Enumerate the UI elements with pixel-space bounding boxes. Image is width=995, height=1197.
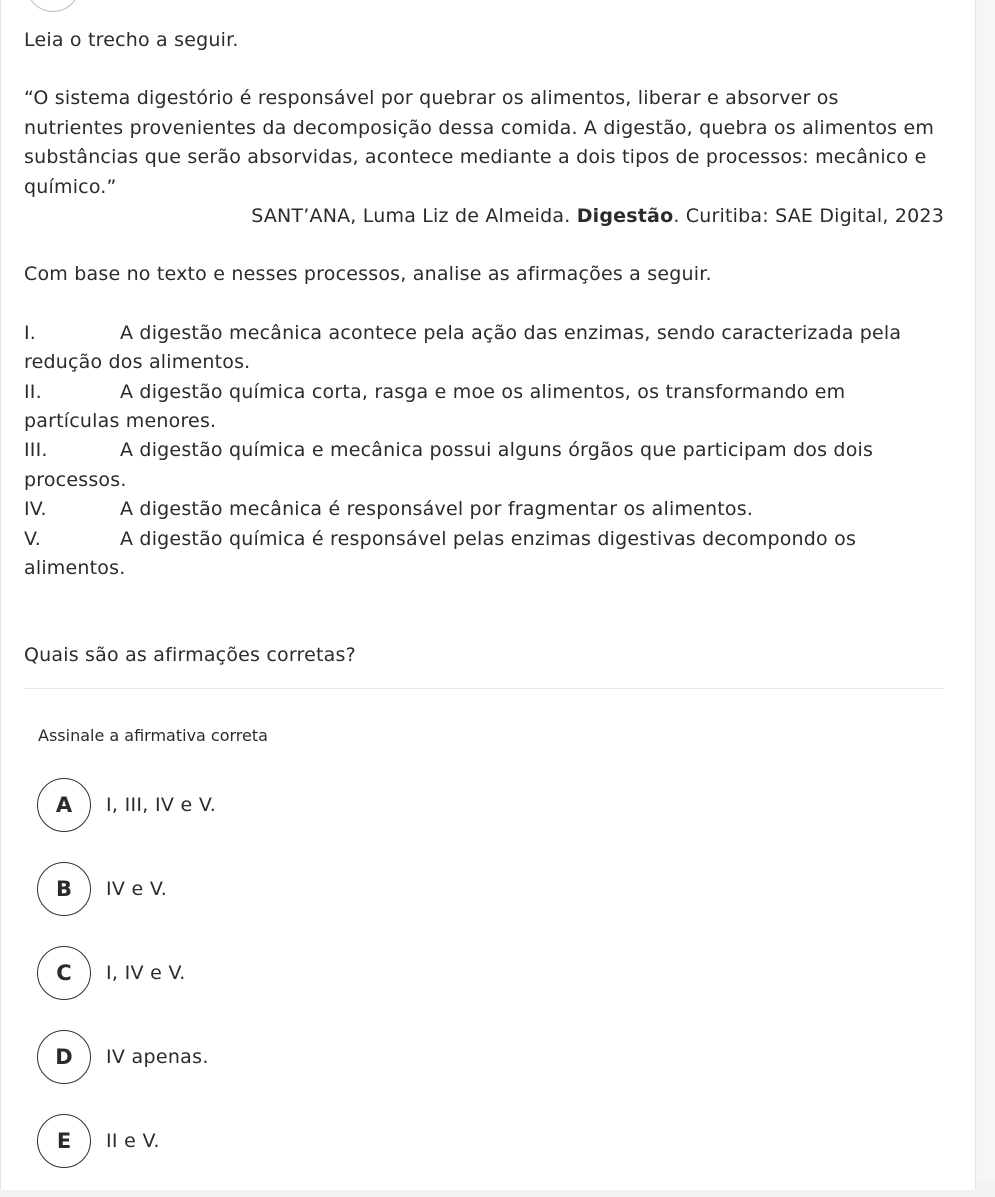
statement-item xyxy=(24,495,944,524)
option-text[interactable]: IV e V. xyxy=(106,878,168,900)
statement-item xyxy=(24,436,944,495)
option-letter-badge[interactable]: A xyxy=(37,778,91,832)
statement-number: IV. xyxy=(24,498,47,521)
option-c[interactable] xyxy=(37,945,216,1001)
divider xyxy=(24,688,944,689)
statement-text: A digestão mecânica acontece pela ação das enzimas, sendo caracterizada pela redução dos alimentos. xyxy=(24,321,902,374)
option-letter-badge[interactable]: E xyxy=(37,1114,91,1168)
top-navigation-circle[interactable] xyxy=(26,0,80,12)
statement-number: III. xyxy=(24,439,48,462)
option-text[interactable]: IV apenas. xyxy=(106,1046,209,1068)
source-author: SANT’ANA, Luma Liz de Almeida. xyxy=(251,205,577,228)
option-d[interactable] xyxy=(37,1029,216,1085)
statement-number: V. xyxy=(24,527,41,550)
statement-text: A digestão química é responsável pelas enzimas digestivas decompondo os alimentos. xyxy=(24,527,857,580)
statement-text: A digestão química corta, rasga e moe os alimentos, os transformando em partículas menores. xyxy=(24,380,846,433)
option-text[interactable]: I, III, IV e V. xyxy=(106,794,217,816)
statement-item xyxy=(24,525,944,584)
quote-text: “O sistema digestório é responsável por quebrar os alimentos, liberar e absorver os nutrientes provenientes da decomposição dessa comida. A digestão, quebra os alimentos em substâncias que serão absorvidas, acontece mediante a dois tipos de processos: mecânico e químico.” xyxy=(24,87,935,198)
question-statement xyxy=(24,26,944,584)
option-text[interactable]: I, IV e V. xyxy=(106,962,186,984)
statement-text: A digestão química e mecânica possui alguns órgãos que participam dos dois processos. xyxy=(24,439,874,491)
option-letter-badge[interactable]: C xyxy=(37,946,91,1000)
option-e[interactable] xyxy=(37,1113,216,1169)
option-letter-badge[interactable]: B xyxy=(37,862,91,916)
option-text[interactable]: II e V. xyxy=(106,1130,160,1152)
statement-number: II. xyxy=(24,380,42,403)
source-citation xyxy=(24,202,944,231)
source-title: Digestão xyxy=(576,205,674,228)
statement-item xyxy=(24,319,944,378)
statement-item xyxy=(24,378,944,437)
answer-options xyxy=(37,777,216,1197)
source-publisher: . Curitiba: SAE Digital, 2023 xyxy=(673,205,944,228)
statement-text: A digestão mecânica é responsável por fragmentar os alimentos. xyxy=(120,498,754,521)
option-letter-badge[interactable]: D xyxy=(37,1030,91,1084)
answer-instruction: Assinale a afirmativa correta xyxy=(38,726,268,745)
page-scroll-area xyxy=(977,0,995,1180)
analysis-prompt: Com base no texto e nesses processos, analise as afirmações a seguir. xyxy=(24,263,712,286)
option-a[interactable] xyxy=(37,777,216,833)
intro-text: Leia o trecho a seguir. xyxy=(24,29,239,51)
statement-number: I. xyxy=(24,321,37,344)
option-b[interactable] xyxy=(37,861,216,917)
question-title: Quais são as afirmações corretas? xyxy=(24,644,356,666)
